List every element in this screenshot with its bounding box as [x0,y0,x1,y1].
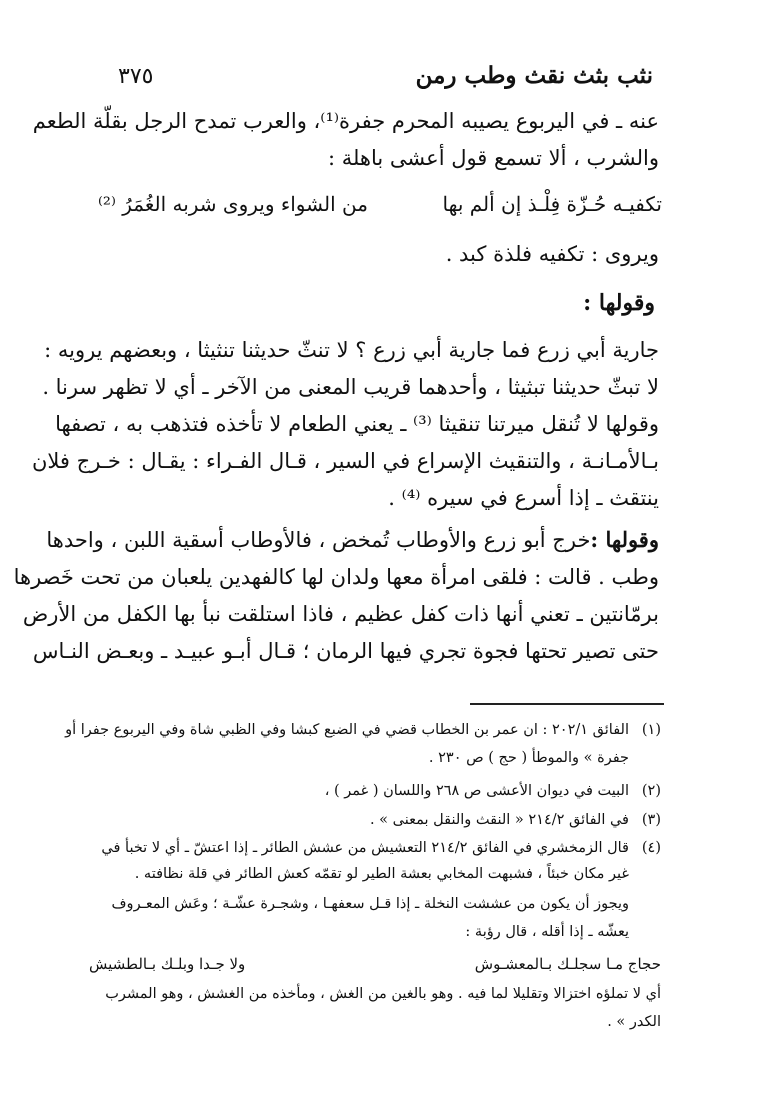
verse [92,186,662,226]
footnote-text: يعشّه ـ إذا أقله ، قال رؤبة : [465,924,629,940]
running-head: نثب بثث نقث وطب رمن [415,62,653,89]
footnote-text: في الفائق ٢١٤/٢ « النقث والنقل بمعنى » . [369,812,629,828]
footnote-number: (٣) [641,812,661,828]
footnote-text: البيت في ديوان الأعشى ص ٢٦٨ واللسان ( غمر ) ، [324,783,629,799]
text-line: بـالأمـانـة ، والتنقيث الإسراع في السير ، قـال الفـراء : يقـال : خـرج فلان [31,449,659,473]
section-heading: وقولها : [583,290,655,316]
text-run: خرج أبو زرع والأوطاب تُمخض ، فالأوطاب أسقية اللبن ، واحدها [46,528,591,552]
text-line: ينتقث ـ إذا أسرع في سيره ⁽⁴⁾ . [388,486,659,510]
footnote-text: ويجوز أن يكون من عششت النخلة ـ إذا قـل سعفهـا ، وشجـرة عشّـة ؛ وعَش المعـروف [111,896,629,912]
footnote-verse [89,955,661,979]
footnote-text: أي لا تملؤه اختزالا وتقليلا لما فيه . وهو بالغين من الغش ، ومأخذه من الغشش ، وهو المشرب [105,986,661,1002]
paragraph-2 [13,521,659,670]
footnote [89,840,661,856]
text-line: لا تبثّ حديثنا تبثيثا ، وأحدهما قريب المعنى من الآخر ـ أي لا تظهر سرنا . [42,375,659,399]
text-line: جارية أبي زرع فما جارية أبي زرع ؟ لا تنثّ حديثنا تنثيثا ، وبعضهم يرويه : [44,338,659,362]
footnote [89,783,661,799]
footnote-continuation [89,866,661,882]
footnote [89,812,661,828]
verse-hemistich-1: تكفيـه حُـزّة فِلْـذ إن ألم بها [442,192,662,216]
footnote [65,722,661,738]
footnote-text: غير مكان خبئاً ، فشبهت المخابي بعشة الطير لو تقمّه كعش الطائر في قلة نظافته . [134,866,629,882]
footnote-text: الكدر » . [607,1014,661,1030]
page-number: ٣٧٥ [118,64,154,89]
footnote-continuation [89,750,661,766]
footnote-verse-hemistich-1: حجاج مـا سجلـك بـالمعشـوش [474,955,661,973]
verse-variant [94,236,659,273]
section-heading-inline: وقولها : [590,527,659,552]
text-line: حتى تصير تحتها فجوة تجري فيها الرمان ؛ قـال أبـو عبيـد ـ وبعـض النـاس [32,639,659,663]
footnote-text: الفائق ٢٠٢/١ : ان عمر بن الخطاب قضي في الضبع كبشا وفي الظبي شاة وفي اليربوع جفرا أو [65,722,629,738]
footnote-continuation [89,986,661,1002]
footnote-text: جفرة » والموطأ ( حج ) ص ٢٣٠ . [428,750,629,766]
text-line: ويروى : تكفيه فلذة كبد . [445,242,659,266]
footnote-number: (١) [641,722,661,738]
footnote-continuation [89,1014,661,1030]
text-line: عنه ـ في اليربوع يصيبه المحرم جفرة⁽¹⁾، والعرب تمدح الرجل بقلّة الطعم [32,109,659,133]
footnote-verse-hemistich-2: ولا جـدا وبلـك بـالطشيش [89,955,246,973]
intro-paragraph [32,103,659,177]
footnote-continuation [89,924,661,940]
footnote-continuation [89,896,661,912]
footnote-separator [470,703,664,705]
text-line: برمّانتين ـ تعني أنها ذات كفل عظيم ، فاذا استلقت نبأ بها الكفل من الأرض [22,602,659,626]
text-line: وطب . قالت : فلقى امرأة معها ولدان لها كالفهدين يلعبان من تحت خَصرها [13,565,659,589]
paragraph-1 [31,332,659,517]
verse-hemistich-2: من الشواء ويروى شربه الغُمَرُ ⁽²⁾ [98,192,368,216]
footnote-text: قال الزمخشري في الفائق ٢١٤/٢ التعشيش من عشش الطائر ـ إذا اعتشّ ـ أي لا تخبأ في [101,840,629,856]
text-line [46,521,659,559]
footnote-number: (٤) [641,840,661,856]
text-line: والشرب ، ألا تسمع قول أعشى باهلة : [327,146,659,170]
footnote-number: (٢) [641,783,661,799]
text-line: وقولها لا تُنقل ميرتنا تنقيثا ⁽³⁾ ـ يعني الطعام لا تأخذه فتذهب به ، تصفها [55,412,659,436]
